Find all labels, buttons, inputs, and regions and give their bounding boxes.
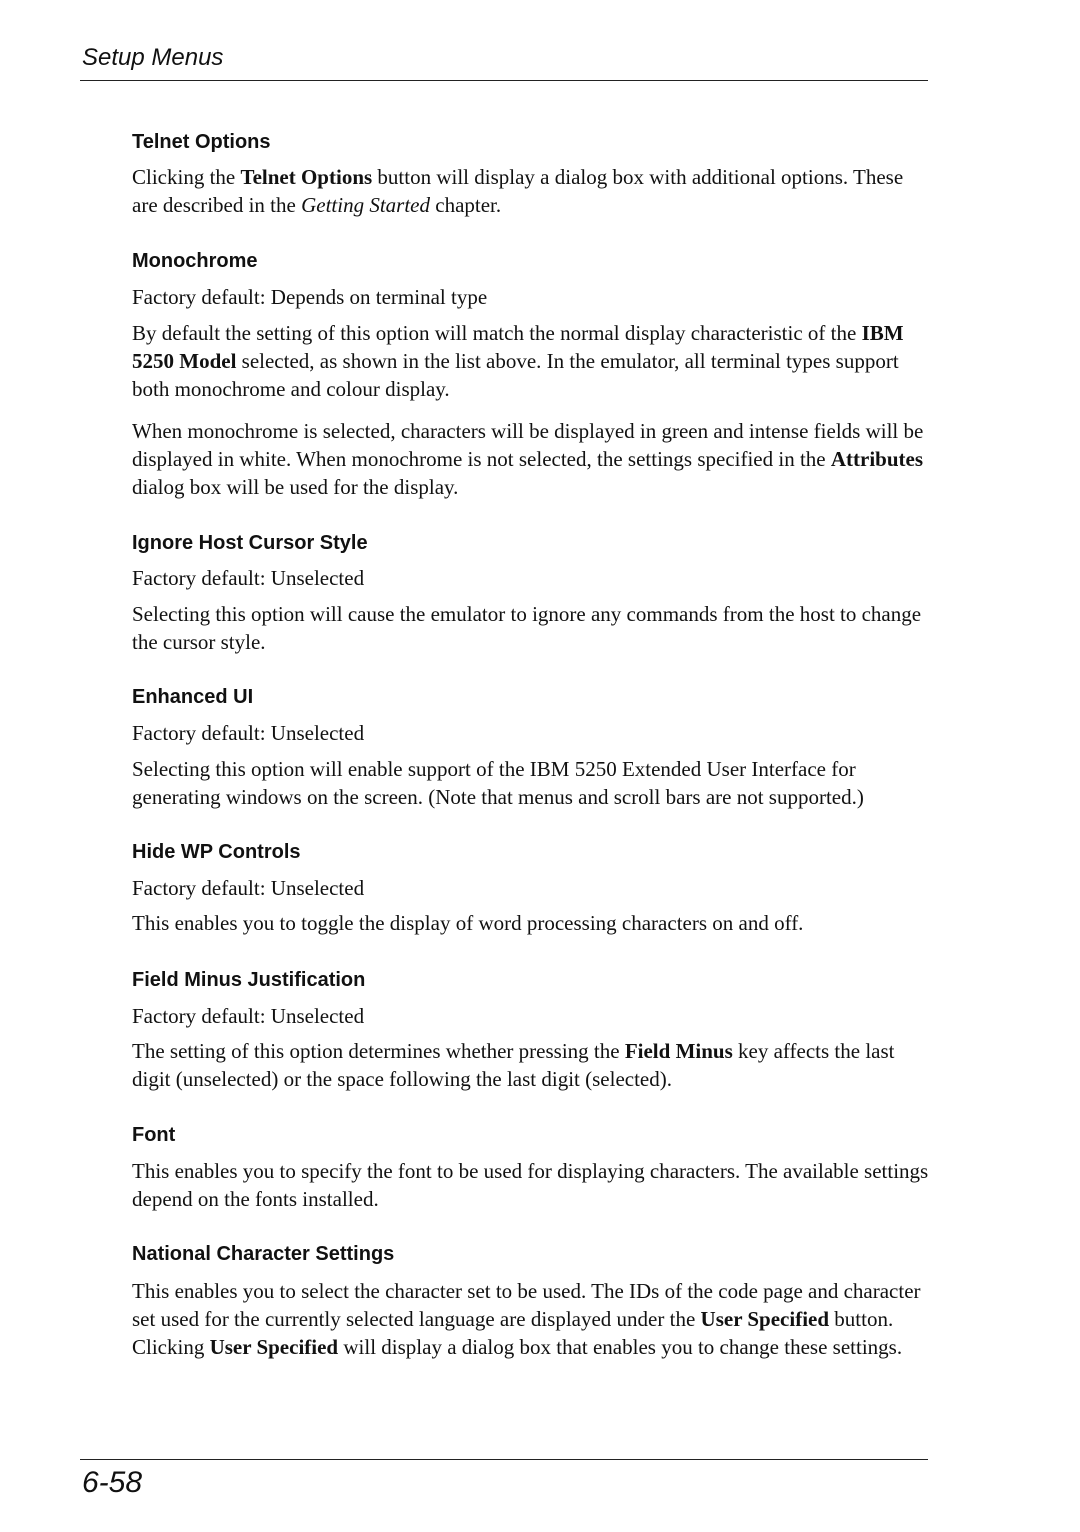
body-paragraph	[132, 909, 932, 937]
section-heading-text: Enhanced UI	[132, 686, 254, 708]
body-paragraph	[132, 283, 932, 311]
text-run: When monochrome is selected, characters will be displayed in green and intense fields will be displayed in white. When monochrome is not selected, the settings specified in the	[132, 419, 924, 471]
section-heading	[132, 529, 932, 557]
section-heading	[132, 838, 932, 866]
text-run: dialog box will be used for the display.	[132, 475, 459, 499]
bold-term: User Specified	[700, 1307, 830, 1331]
section-heading-text: Font	[132, 1124, 176, 1146]
text-run: button. Clicking	[132, 1307, 894, 1359]
text-run: key affects the last digit (unselected) or the space following the last digit (selected).	[132, 1039, 895, 1091]
body-paragraph	[132, 1037, 932, 1093]
text-run: This enables you to toggle the display of word processing characters on and off.	[132, 911, 804, 935]
bold-term: IBM 5250 Model	[132, 321, 904, 373]
paragraph-block	[132, 319, 932, 403]
section-heading-text: Monochrome	[132, 250, 258, 272]
text-run: The setting of this option determines whether pressing the	[132, 1039, 625, 1063]
text-run: This enables you to select the character set to be used. The IDs of the code page and character set used for the currently selected language are displayed under the	[132, 1279, 921, 1331]
text-run: Factory default: Unselected	[132, 566, 365, 590]
text-run: Clicking the	[132, 165, 241, 189]
bold-term: Telnet Options	[240, 165, 373, 189]
section-heading	[132, 1121, 932, 1149]
text-run: selected, as shown in the list above. In the emulator, all terminal types support both monochrome and colour display.	[132, 349, 899, 401]
section-heading-text: Ignore Host Cursor Style	[132, 532, 368, 554]
italic-term: Getting Started	[301, 193, 430, 217]
bold-term: User Specified	[209, 1335, 339, 1359]
paragraph-block	[132, 417, 932, 501]
paragraph-block	[132, 283, 932, 311]
paragraph-block	[132, 1277, 932, 1361]
section-heading	[132, 966, 932, 994]
paragraph-block	[132, 874, 932, 902]
paragraph-block	[132, 1037, 932, 1093]
paragraph-block	[132, 719, 932, 747]
bold-term: Attributes	[830, 447, 924, 471]
text-run: will display a dialog box that enables you to change these settings.	[338, 1335, 903, 1359]
section-heading-text: National Character Settings	[132, 1243, 395, 1265]
section-heading	[132, 683, 932, 711]
text-run: chapter.	[430, 193, 502, 217]
body-paragraph	[132, 874, 932, 902]
text-run: Factory default: Unselected	[132, 876, 365, 900]
section-heading-text: Telnet Options	[132, 131, 271, 153]
text-run: Selecting this option will enable support of the IBM 5250 Extended User Interface for generating windows on the screen. (Note that menus and scroll bars are not supported.)	[132, 757, 864, 809]
body-paragraph	[132, 564, 932, 592]
header-rule	[80, 80, 928, 81]
body-paragraph	[132, 1157, 932, 1213]
paragraph-block	[132, 600, 932, 656]
body-paragraph	[132, 600, 932, 656]
paragraph-block	[132, 1157, 932, 1213]
text-run: button will display a dialog box with additional options. These are described in the	[132, 165, 904, 217]
footer-rule	[80, 1459, 928, 1460]
page-number: 6-58	[82, 1466, 143, 1499]
text-run: Factory default: Unselected	[132, 1004, 365, 1028]
body-paragraph	[132, 163, 932, 219]
text-run: This enables you to specify the font to be used for displaying characters. The available settings depend on the fonts installed.	[132, 1159, 929, 1211]
section-heading	[132, 1240, 932, 1268]
text-run: By default the setting of this option will match the normal display characteristic of the	[132, 321, 862, 345]
body-paragraph	[132, 319, 932, 403]
paragraph-block	[132, 755, 932, 811]
paragraph-block	[132, 564, 932, 592]
section-heading	[132, 128, 932, 156]
paragraph-block	[132, 163, 932, 219]
paragraph-block	[132, 909, 932, 937]
body-paragraph	[132, 1277, 932, 1361]
text-run: Factory default: Unselected	[132, 721, 365, 745]
body-paragraph	[132, 1002, 932, 1030]
section-heading-text: Hide WP Controls	[132, 841, 301, 863]
running-header: Setup Menus	[82, 44, 224, 71]
body-paragraph	[132, 719, 932, 747]
bold-term: Field Minus	[624, 1039, 733, 1063]
section-heading-text: Field Minus Justification	[132, 969, 366, 991]
body-paragraph	[132, 417, 932, 501]
section-heading	[132, 247, 932, 275]
paragraph-block	[132, 1002, 932, 1030]
body-paragraph	[132, 755, 932, 811]
text-run: Factory default: Depends on terminal type	[132, 285, 488, 309]
text-run: Selecting this option will cause the emulator to ignore any commands from the host to change the cursor style.	[132, 602, 922, 654]
